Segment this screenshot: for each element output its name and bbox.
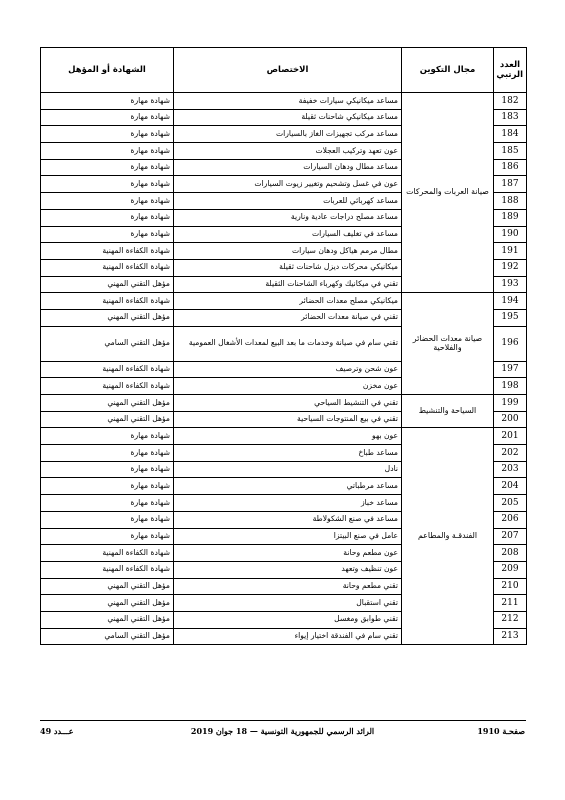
specialty-cell: عون مخزن — [174, 378, 402, 395]
row-number: 196 — [494, 326, 527, 361]
specialty-cell: مساعد مطال ودهان السيارات — [174, 159, 402, 176]
row-number: 189 — [494, 209, 527, 226]
specialty-cell: ميكانيكي مصلح معدات الحضائر — [174, 293, 402, 310]
certificate-cell: شهادة مهارة — [41, 445, 174, 462]
certificate-cell: شهادة مهارة — [41, 143, 174, 160]
specialty-cell: تقني في التنشيط السياحي — [174, 395, 402, 412]
table-header-row — [41, 48, 527, 93]
row-number: 185 — [494, 143, 527, 160]
specialty-cell: عامل في صنع البيتزا — [174, 528, 402, 545]
certificate-cell: شهادة الكفاءة المهنية — [41, 561, 174, 578]
specialty-cell: نادل — [174, 461, 402, 478]
certificate-cell: مؤهل التقني المهني — [41, 578, 174, 595]
specialty-cell: تقني استقبال — [174, 595, 402, 612]
row-number: 191 — [494, 243, 527, 260]
certificate-cell: مؤهل التقني السامي — [41, 628, 174, 645]
table-body — [41, 93, 527, 645]
training-field-cell: الفندقـة والمطاعم — [402, 428, 494, 645]
specialty-cell: عون في غسل وتشحيم وتغيير زيوت السيارات — [174, 176, 402, 193]
row-number: 208 — [494, 545, 527, 562]
row-number: 203 — [494, 461, 527, 478]
row-number: 182 — [494, 93, 527, 110]
specialty-cell: مساعد خباز — [174, 495, 402, 512]
row-number: 206 — [494, 511, 527, 528]
certificate-cell: شهادة مهارة — [41, 528, 174, 545]
certificate-cell: شهادة مهارة — [41, 93, 174, 110]
specialty-cell: مساعد طباخ — [174, 445, 402, 462]
specialty-cell: مساعد كهربائي للعربات — [174, 193, 402, 210]
row-number: 197 — [494, 361, 527, 378]
row-number: 187 — [494, 176, 527, 193]
footer-journal-title: الرائد الرسمي للجمهورية التونسية — 18 جوان 2019 — [190, 726, 375, 736]
header-specialty: الاختصاص — [174, 48, 402, 93]
row-number: 198 — [494, 378, 527, 395]
specialty-cell: تقني في بيع المنتوجات السياحية — [174, 411, 402, 428]
training-field-cell: صيانة معدات الحضائر والفلاحية — [402, 293, 494, 395]
row-number: 201 — [494, 428, 527, 445]
specialty-cell: عون بهو — [174, 428, 402, 445]
row-number: 186 — [494, 159, 527, 176]
certificate-cell: مؤهل التقني المهني — [41, 276, 174, 293]
certificate-cell: مؤهل التقني المهني — [41, 395, 174, 412]
row-number: 209 — [494, 561, 527, 578]
specialty-cell: عون مطعم وحانة — [174, 545, 402, 562]
row-number: 205 — [494, 495, 527, 512]
table-row — [41, 293, 527, 310]
specialty-cell: مساعد مصلح دراجات عادية ونارية — [174, 209, 402, 226]
specialty-cell: تقني طوابق ومغسل — [174, 611, 402, 628]
row-number: 195 — [494, 309, 527, 326]
specialty-cell: مساعد ميكانيكي سيارات خفيفة — [174, 93, 402, 110]
certificate-cell: شهادة مهارة — [41, 209, 174, 226]
row-number: 202 — [494, 445, 527, 462]
training-field-cell: صيانة العربات والمحركات — [402, 93, 494, 293]
certificate-cell: شهادة الكفاءة المهنية — [41, 243, 174, 260]
certificate-cell: شهادة مهارة — [41, 461, 174, 478]
row-number: 200 — [494, 411, 527, 428]
certificate-cell: مؤهل التقني المهني — [41, 411, 174, 428]
specialties-table — [40, 47, 527, 645]
row-number: 212 — [494, 611, 527, 628]
certificate-cell: مؤهل التقني المهني — [41, 595, 174, 612]
specialty-cell: تقني سام في الفندقة اختيار إيواء — [174, 628, 402, 645]
certificate-cell: مؤهل التقني المهني — [41, 309, 174, 326]
specialty-cell: تقني سام في صيانة وخدمات ما بعد البيع لمعدات الأشغال العمومية — [174, 326, 402, 361]
specialty-cell: عون تعهد وتركيب العجلات — [174, 143, 402, 160]
specialty-cell: مساعد مرطباتي — [174, 478, 402, 495]
row-number: 190 — [494, 226, 527, 243]
specialty-cell: عون شحن وترصيف — [174, 361, 402, 378]
footer-rule — [40, 720, 526, 721]
certificate-cell: شهادة مهارة — [41, 511, 174, 528]
certificate-cell: شهادة الكفاءة المهنية — [41, 378, 174, 395]
row-number: 204 — [494, 478, 527, 495]
table-row — [41, 395, 527, 412]
row-number: 213 — [494, 628, 527, 645]
table-row — [41, 93, 527, 110]
specialty-cell: مساعد مركب تجهيزات الغاز بالسيارات — [174, 126, 402, 143]
certificate-cell: شهادة مهارة — [41, 226, 174, 243]
certificate-cell: مؤهل التقني المهني — [41, 611, 174, 628]
row-number: 188 — [494, 193, 527, 210]
specialty-cell: مساعد في تغليف السيارات — [174, 226, 402, 243]
header-field: مجال التكوين — [402, 48, 494, 93]
training-field-cell: السياحة والتنشيط — [402, 395, 494, 428]
specialty-cell: مساعد ميكانيكي شاحنات ثقيلة — [174, 109, 402, 126]
specialty-cell: ميكانيكي محركات ديزل شاحنات ثقيلة — [174, 259, 402, 276]
certificate-cell: شهادة الكفاءة المهنية — [41, 293, 174, 310]
specialty-cell: تقني في ميكانيك وكهرباء الشاحنات الثقيلة — [174, 276, 402, 293]
header-number: العدد الرتبي — [494, 48, 527, 93]
header-certificate: الشهادة أو المؤهل — [41, 48, 174, 93]
row-number: 193 — [494, 276, 527, 293]
certificate-cell: مؤهل التقني السامي — [41, 326, 174, 361]
certificate-cell: شهادة مهارة — [41, 109, 174, 126]
specialty-cell: تقني مطعم وحانة — [174, 578, 402, 595]
specialty-cell: تقني في صيانة معدات الحضائر — [174, 309, 402, 326]
row-number: 192 — [494, 259, 527, 276]
row-number: 210 — [494, 578, 527, 595]
row-number: 207 — [494, 528, 527, 545]
certificate-cell: شهادة الكفاءة المهنية — [41, 259, 174, 276]
specialty-cell: مطال مرمم هياكل ودهان سيارات — [174, 243, 402, 260]
certificate-cell: شهادة مهارة — [41, 159, 174, 176]
row-number: 199 — [494, 395, 527, 412]
row-number: 184 — [494, 126, 527, 143]
certificate-cell: شهادة مهارة — [41, 176, 174, 193]
row-number: 194 — [494, 293, 527, 310]
row-number: 211 — [494, 595, 527, 612]
footer-issue-number: عـــدد 49 — [40, 726, 74, 736]
footer-page-number: صفحـة 1910 — [477, 726, 525, 736]
certificate-cell: شهادة مهارة — [41, 126, 174, 143]
certificate-cell: شهادة الكفاءة المهنية — [41, 361, 174, 378]
certificate-cell: شهادة مهارة — [41, 478, 174, 495]
certificate-cell: شهادة مهارة — [41, 428, 174, 445]
specialty-cell: عون تنظيف وتعهد — [174, 561, 402, 578]
table-row — [41, 428, 527, 445]
certificate-cell: شهادة مهارة — [41, 193, 174, 210]
row-number: 183 — [494, 109, 527, 126]
specialty-cell: مساعد في صنع الشكولاطة — [174, 511, 402, 528]
certificate-cell: شهادة مهارة — [41, 495, 174, 512]
certificate-cell: شهادة الكفاءة المهنية — [41, 545, 174, 562]
